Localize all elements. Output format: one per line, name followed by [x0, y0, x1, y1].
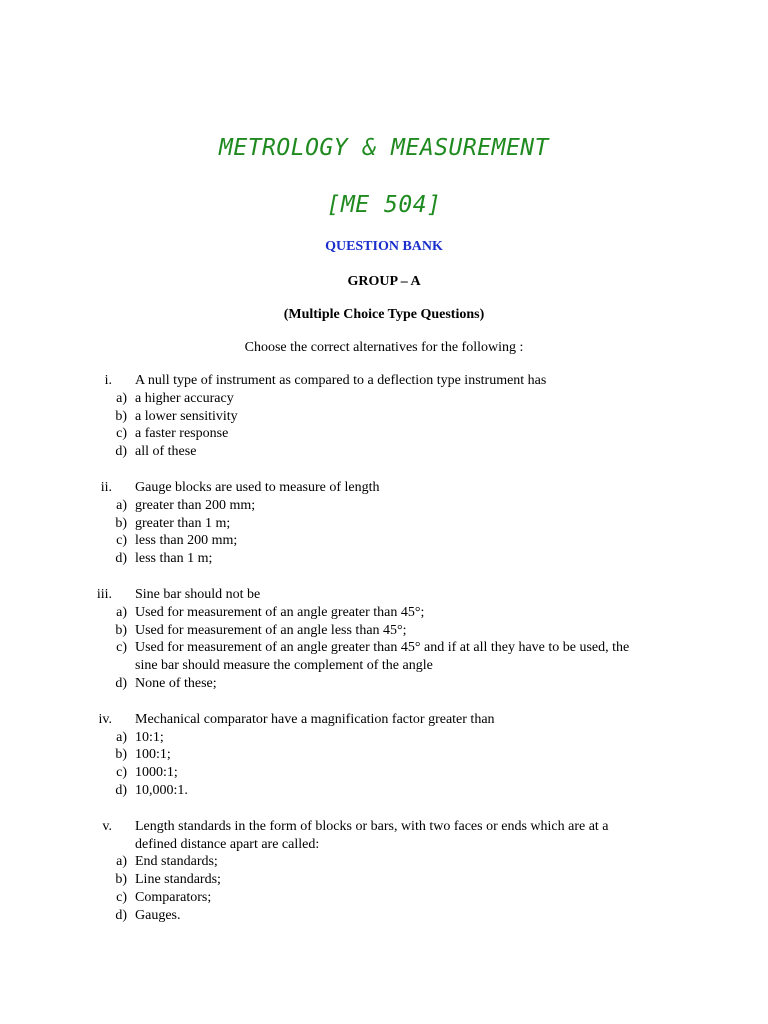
question-text: A null type of instrument as compared to a deflection type instrument has [135, 373, 547, 388]
option-text: all of these [135, 444, 197, 460]
option-letter: a) [116, 497, 127, 513]
option-text: None of these; [135, 675, 217, 691]
option-text: 100:1; [135, 747, 171, 763]
option-line [0, 550, 768, 568]
option-line [0, 390, 768, 408]
question-stem-line [0, 586, 768, 604]
option-line [0, 729, 768, 747]
question-text: defined distance apart are called: [135, 836, 320, 852]
option-text: Used for measurement of an angle greater than 45°; [135, 604, 425, 620]
question-stem-line [0, 372, 768, 390]
option-text: 10:1; [135, 729, 164, 745]
option-line [0, 639, 768, 657]
question-number: v. [102, 818, 112, 834]
option-letter: a) [116, 604, 127, 620]
option-line [0, 408, 768, 426]
option-text: End standards; [135, 854, 218, 870]
question-item [0, 711, 768, 800]
option-text: 1000:1; [135, 765, 178, 781]
option-letter: d) [115, 782, 127, 798]
question-number: ii. [100, 479, 112, 495]
option-letter: b) [115, 872, 127, 888]
option-line [0, 443, 768, 461]
question-stem-line [0, 836, 768, 854]
instruction-text: Choose the correct alternatives for the following : [244, 340, 524, 355]
question-text: Mechanical comparator have a magnification factor greater than [135, 711, 495, 727]
option-text: a higher accuracy [135, 390, 234, 406]
question-list [0, 372, 768, 943]
option-letter: a) [116, 854, 127, 870]
option-line [0, 907, 768, 925]
option-line [0, 532, 768, 550]
option-text: Used for measurement of an angle greater than 45° and if at all they have to be used, the [135, 640, 630, 656]
question-item [0, 818, 768, 925]
question-stem-line [0, 479, 768, 497]
option-letter: d) [115, 551, 127, 567]
option-line [0, 782, 768, 800]
option-text: greater than 1 m; [135, 515, 231, 531]
option-letter: c) [116, 426, 127, 442]
option-letter: b) [115, 515, 127, 531]
option-letter: d) [115, 444, 127, 460]
section-type-heading: (Multiple Choice Type Questions) [283, 307, 485, 322]
option-text: Line standards; [135, 872, 221, 888]
group-heading: GROUP – A [347, 274, 421, 289]
option-letter: c) [116, 765, 127, 781]
question-item [0, 479, 768, 568]
option-text: greater than 200 mm; [135, 497, 256, 513]
option-line [0, 871, 768, 889]
option-text: Used for measurement of an angle less than 45°; [135, 622, 407, 638]
option-line [0, 515, 768, 533]
option-letter: c) [116, 533, 127, 549]
question-number: iii. [96, 586, 112, 602]
option-letter: b) [115, 408, 127, 424]
question-stem-line [0, 818, 768, 836]
option-line [0, 425, 768, 443]
course-code: [ME 504] [326, 192, 442, 218]
question-number: i. [104, 373, 112, 388]
option-letter: c) [116, 640, 127, 656]
option-line [0, 764, 768, 782]
question-bank-heading: QUESTION BANK [325, 239, 443, 254]
option-line [0, 657, 768, 675]
option-letter: c) [116, 889, 127, 905]
option-letter: b) [115, 622, 127, 638]
option-text: 10,000:1. [135, 782, 188, 798]
option-line [0, 604, 768, 622]
option-text: sine bar should measure the complement of the angle [135, 658, 433, 674]
option-line [0, 497, 768, 515]
question-text: Gauge blocks are used to measure of length [135, 479, 380, 495]
option-letter: a) [116, 390, 127, 406]
option-line [0, 853, 768, 871]
question-stem-line [0, 711, 768, 729]
option-line [0, 675, 768, 693]
option-text: less than 200 mm; [135, 533, 238, 549]
question-text: Sine bar should not be [135, 586, 261, 602]
option-letter: d) [115, 675, 127, 691]
question-number: iv. [98, 711, 112, 727]
option-text: less than 1 m; [135, 551, 213, 567]
option-line [0, 746, 768, 764]
option-text: Comparators; [135, 889, 212, 905]
question-item [0, 586, 768, 693]
option-line [0, 889, 768, 907]
option-text: Gauges. [135, 907, 181, 923]
option-line [0, 622, 768, 640]
option-letter: b) [115, 747, 127, 763]
option-text: a lower sensitivity [135, 408, 238, 424]
document-title: METROLOGY & MEASUREMENT [219, 135, 549, 161]
option-letter: a) [116, 729, 127, 745]
option-letter: d) [115, 907, 127, 923]
question-text: Length standards in the form of blocks or bars, with two faces or ends which are at a [135, 818, 609, 834]
option-text: a faster response [135, 426, 229, 442]
question-item [0, 372, 768, 461]
